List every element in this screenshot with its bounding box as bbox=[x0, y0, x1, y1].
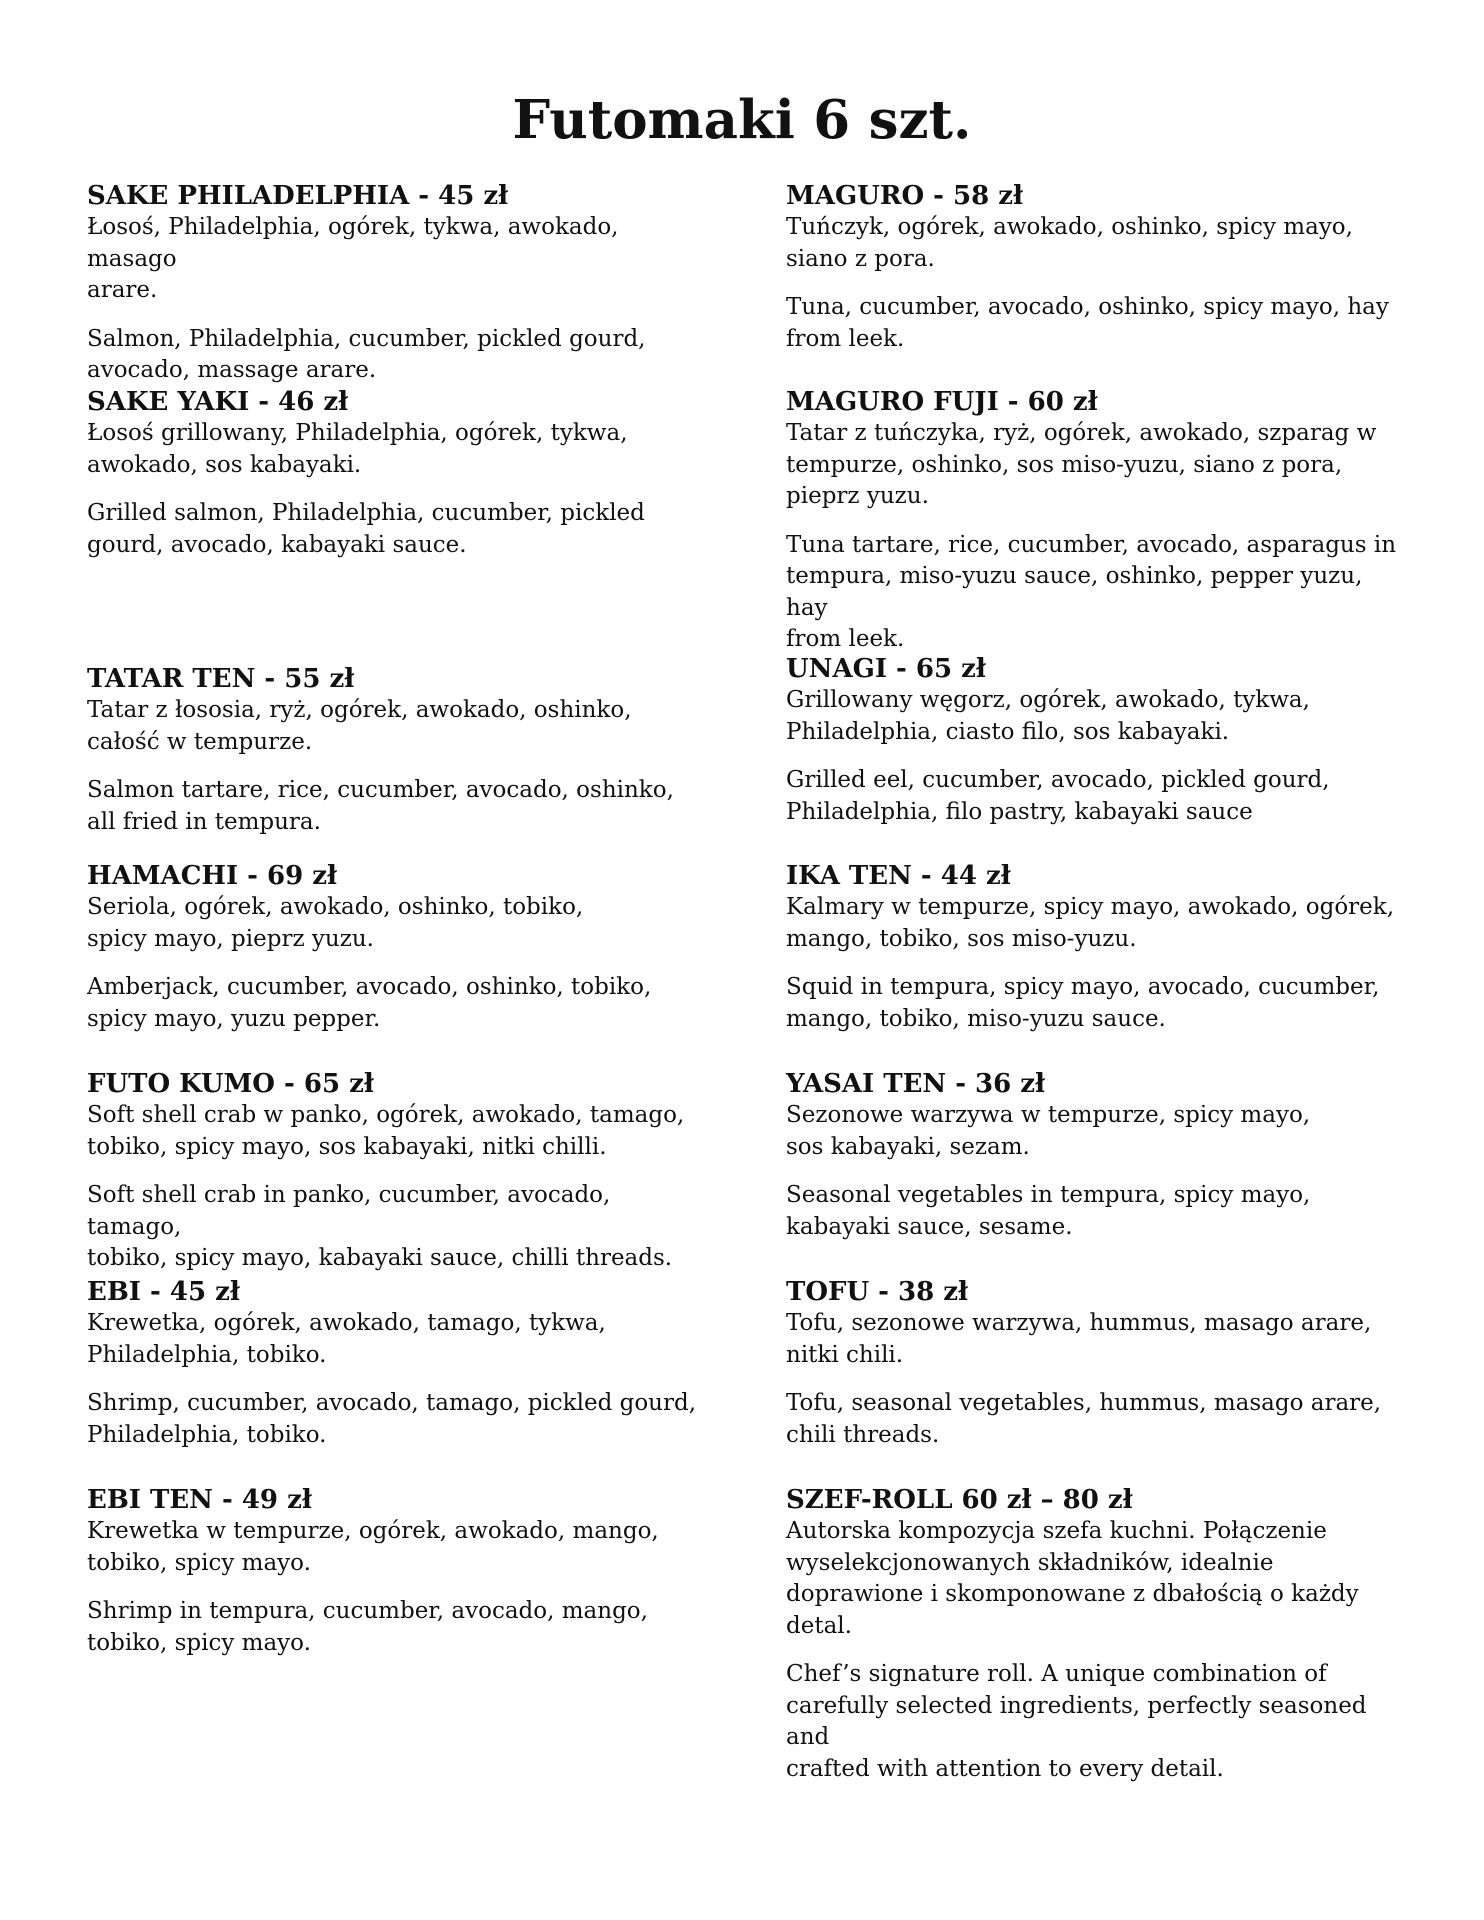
item-name: YASAI TEN - 36 zł bbox=[786, 1069, 1046, 1099]
item-description-pl: Tuńczyk, ogórek, awokado, oshinko, spicy mayo, siano z pora. bbox=[786, 214, 1353, 272]
item-name: MAGURO FUJI - 60 zł bbox=[786, 387, 1098, 417]
item-description-pl: Kalmary w tempurze, spicy mayo, awokado, ogórek, mango, tobiko, sos miso-yuzu. bbox=[786, 894, 1395, 952]
menu-item bbox=[786, 386, 1406, 673]
item-description-en: Grilled eel, cucumber, avocado, pickled gourd, Philadelphia, filo pastry, kabayaki sauce bbox=[786, 767, 1330, 825]
menu-item bbox=[786, 653, 1406, 845]
item-name: FUTO KUMO - 65 zł bbox=[87, 1069, 374, 1099]
item-description-en: Squid in tempura, spicy mayo, avocado, cucumber, mango, tobiko, miso-yuzu sauce. bbox=[786, 974, 1380, 1032]
item-name: TOFU - 38 zł bbox=[786, 1277, 969, 1307]
item-description-en: Shrimp in tempura, cucumber, avocado, mango, tobiko, spicy mayo. bbox=[87, 1598, 648, 1656]
menu-item bbox=[786, 1484, 1406, 1802]
menu-item bbox=[87, 860, 707, 1052]
item-description-pl: Łosoś grillowany, Philadelphia, ogórek, tykwa, awokado, sos kabayaki. bbox=[87, 420, 628, 478]
item-description-en: Amberjack, cucumber, avocado, oshinko, tobiko, spicy mayo, yuzu pepper. bbox=[87, 974, 652, 1032]
item-name: MAGURO - 58 zł bbox=[786, 181, 1023, 211]
item-description-en: Soft shell crab in panko, cucumber, avocado, tamago, tobiko, spicy mayo, kabayaki sauce, chilli threads. bbox=[87, 1182, 673, 1271]
item-description-en: Salmon, Philadelphia, cucumber, pickled gourd, avocado, massage arare. bbox=[87, 325, 646, 383]
menu-item bbox=[786, 860, 1406, 1052]
menu-item bbox=[87, 1068, 707, 1292]
item-description-pl: Seriola, ogórek, awokado, oshinko, tobiko, spicy mayo, pieprz yuzu. bbox=[87, 894, 584, 952]
item-description-pl: Krewetka w tempurze, ogórek, awokado, mango, tobiko, spicy mayo. bbox=[87, 1518, 659, 1576]
item-description-en: Chef’s signature roll. A unique combination of carefully selected ingredients, perfectly seasoned and crafted with attention to every detail. bbox=[786, 1661, 1367, 1782]
item-description-pl: Tofu, sezonowe warzywa, hummus, masago arare, nitki chili. bbox=[786, 1310, 1372, 1368]
item-description-pl: Grillowany węgorz, ogórek, awokado, tykwa, Philadelphia, ciasto filo, sos kabayaki. bbox=[786, 687, 1310, 745]
menu-item bbox=[87, 386, 707, 578]
item-name: TATAR TEN - 55 zł bbox=[87, 664, 355, 694]
item-description-en: Shrimp, cucumber, avocado, tamago, pickled gourd, Philadelphia, tobiko. bbox=[87, 1390, 697, 1448]
menu-item bbox=[87, 1484, 707, 1676]
item-description-pl: Soft shell crab w panko, ogórek, awokado, tamago, tobiko, spicy mayo, sos kabayaki, nitki chilli. bbox=[87, 1102, 685, 1160]
item-description-pl: Krewetka, ogórek, awokado, tamago, tykwa, Philadelphia, tobiko. bbox=[87, 1310, 606, 1368]
item-description-en: Tuna, cucumber, avocado, oshinko, spicy mayo, hay from leek. bbox=[786, 294, 1389, 352]
page-title: Futomaki 6 szt. bbox=[512, 89, 972, 151]
item-name: UNAGI - 65 zł bbox=[786, 654, 986, 684]
item-name: EBI TEN - 49 zł bbox=[87, 1485, 312, 1515]
item-description-pl: Łosoś, Philadelphia, ogórek, tykwa, awokado, masago arare. bbox=[87, 214, 619, 303]
item-name: HAMACHI - 69 zł bbox=[87, 861, 338, 891]
item-description-en: Salmon tartare, rice, cucumber, avocado, oshinko, all fried in tempura. bbox=[87, 777, 674, 835]
menu-item bbox=[786, 1276, 1406, 1468]
menu-item bbox=[786, 180, 1406, 372]
item-name: EBI - 45 zł bbox=[87, 1277, 240, 1307]
item-description-en: Tofu, seasonal vegetables, hummus, masago arare, chili threads. bbox=[786, 1390, 1382, 1448]
item-name: SAKE YAKI - 46 zł bbox=[87, 387, 349, 417]
item-name: SAKE PHILADELPHIA - 45 zł bbox=[87, 181, 509, 211]
item-description-pl: Tatar z tuńczyka, ryż, ogórek, awokado, szparag w tempurze, oshinko, sos miso-yuzu, siano z pora, pieprz yuzu. bbox=[786, 420, 1377, 509]
item-name: SZEF-ROLL 60 zł – 80 zł bbox=[786, 1485, 1133, 1515]
item-description-pl: Autorska kompozycja szefa kuchni. Połączenie wyselekcjonowanych składników, idealnie doprawione i skomponowane z dbałością o każdy detal. bbox=[786, 1518, 1359, 1639]
menu-item bbox=[87, 180, 707, 404]
item-description-en: Tuna tartare, rice, cucumber, avocado, asparagus in tempura, miso-yuzu sauce, oshinko, pepper yuzu, hay from leek. bbox=[786, 531, 1397, 652]
item-description-pl: Sezonowe warzywa w tempurze, spicy mayo, sos kabayaki, sezam. bbox=[786, 1102, 1311, 1160]
item-name: IKA TEN - 44 zł bbox=[786, 861, 1011, 891]
menu-item bbox=[786, 1068, 1406, 1260]
item-description-en: Seasonal vegetables in tempura, spicy mayo, kabayaki sauce, sesame. bbox=[786, 1182, 1311, 1240]
menu-item bbox=[87, 663, 707, 855]
menu-item bbox=[87, 1276, 707, 1468]
item-description-en: Grilled salmon, Philadelphia, cucumber, pickled gourd, avocado, kabayaki sauce. bbox=[87, 500, 645, 558]
item-description-pl: Tatar z łososia, ryż, ogórek, awokado, oshinko, całość w tempurze. bbox=[87, 697, 632, 755]
